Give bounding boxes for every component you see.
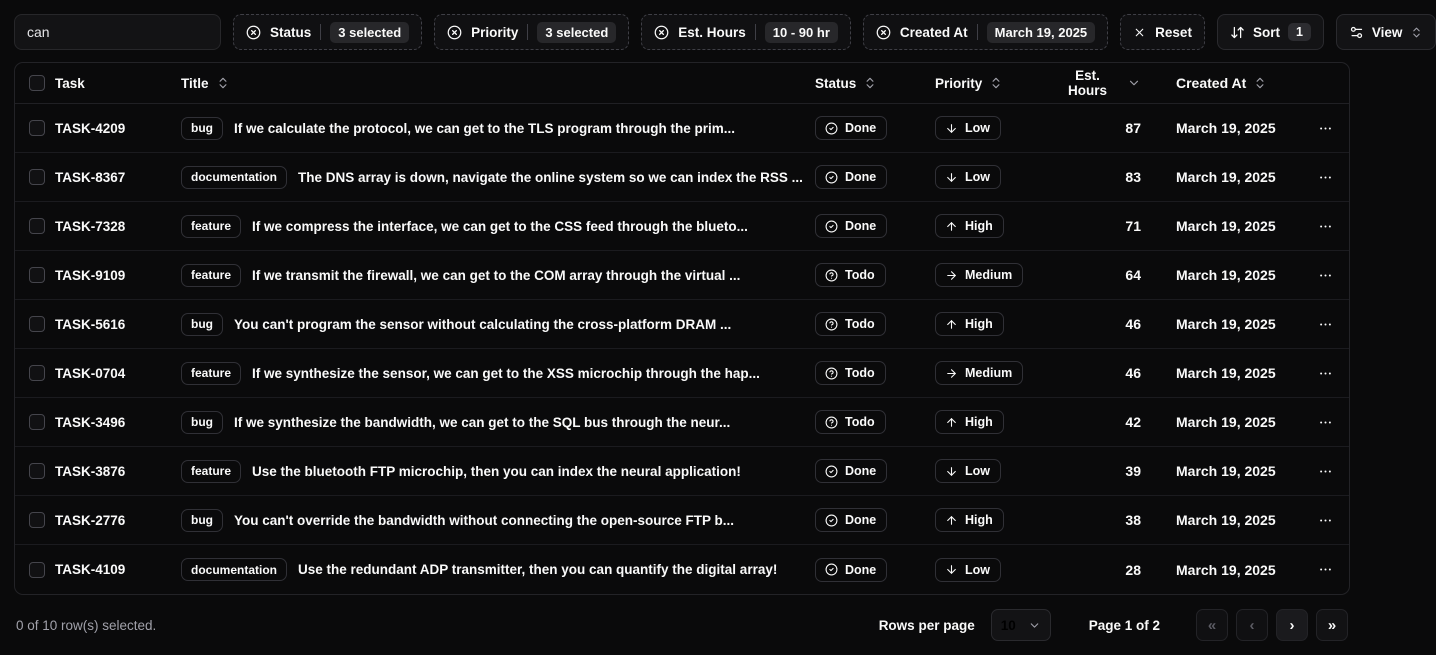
label-badge: feature xyxy=(181,215,241,238)
chip-divider xyxy=(755,24,756,40)
task-title: If we synthesize the bandwidth, we can get to the SQL bus through the neur... xyxy=(234,414,731,430)
est-hours: 42 xyxy=(1125,414,1141,430)
status-badge xyxy=(815,508,887,532)
circle-check-icon xyxy=(825,171,838,184)
filter-chip-est-hours[interactable] xyxy=(641,14,851,50)
row-checkbox[interactable] xyxy=(29,414,45,430)
sort-button[interactable] xyxy=(1217,14,1324,50)
next-page-button[interactable]: › xyxy=(1276,609,1308,641)
status-badge xyxy=(815,312,886,336)
task-id: TASK-4209 xyxy=(55,120,126,136)
label-badge: documentation xyxy=(181,166,287,189)
label-badge: documentation xyxy=(181,558,287,581)
first-page-button[interactable]: « xyxy=(1196,609,1228,641)
est-hours: 46 xyxy=(1125,316,1141,332)
column-header-created-at[interactable]: Created At xyxy=(1176,75,1267,91)
priority-badge xyxy=(935,361,1023,385)
view-button[interactable] xyxy=(1336,14,1436,50)
est-hours: 83 xyxy=(1125,169,1141,185)
column-header-status[interactable]: Status xyxy=(815,76,877,91)
task-title: If we synthesize the sensor, we can get to the XSS microchip through the hap... xyxy=(252,365,760,381)
est-hours: 46 xyxy=(1125,365,1141,381)
arrow-down-icon xyxy=(945,465,958,478)
status-text: Done xyxy=(845,513,877,527)
chevrons-up-down-icon xyxy=(1410,26,1423,39)
row-actions-button[interactable] xyxy=(1310,117,1341,140)
chip-divider xyxy=(977,24,978,40)
priority-badge xyxy=(935,459,1001,483)
circle-check-icon xyxy=(825,122,838,135)
chevrons-up-down-icon xyxy=(1253,76,1267,90)
row-checkbox[interactable] xyxy=(29,169,45,185)
arrow-right-icon xyxy=(945,269,958,282)
row-actions-button[interactable] xyxy=(1310,362,1341,385)
filter-chip-status[interactable] xyxy=(233,14,422,50)
table-row xyxy=(15,202,1349,251)
row-actions-button[interactable] xyxy=(1310,558,1341,581)
ellipsis-icon xyxy=(1318,317,1333,332)
created-at: March 19, 2025 xyxy=(1176,316,1276,332)
filter-chip-priority[interactable] xyxy=(434,14,629,50)
priority-badge xyxy=(935,508,1004,532)
row-checkbox[interactable] xyxy=(29,365,45,381)
row-actions-button[interactable] xyxy=(1310,166,1341,189)
filter-label: Created At xyxy=(899,24,968,40)
arrow-down-icon xyxy=(945,122,958,135)
est-hours: 71 xyxy=(1125,218,1141,234)
task-title: Use the bluetooth FTP microchip, then you can index the neural application! xyxy=(252,463,741,479)
pagination xyxy=(1196,609,1348,641)
row-checkbox[interactable] xyxy=(29,316,45,332)
row-actions-button[interactable] xyxy=(1310,411,1341,434)
status-badge xyxy=(815,361,886,385)
chevron-down-icon xyxy=(1028,619,1041,632)
created-at: March 19, 2025 xyxy=(1176,365,1276,381)
filter-value-badge: March 19, 2025 xyxy=(987,22,1096,43)
task-id: TASK-2776 xyxy=(55,512,126,528)
prev-page-button[interactable]: ‹ xyxy=(1236,609,1268,641)
chevron-down-icon xyxy=(1127,76,1141,90)
label-badge: bug xyxy=(181,313,223,336)
circle-x-icon[interactable] xyxy=(876,25,891,40)
arrow-down-icon xyxy=(945,563,958,576)
circle-check-icon xyxy=(825,514,838,527)
table-row xyxy=(15,300,1349,349)
table-row xyxy=(15,545,1349,594)
rows-per-page-label: Rows per page xyxy=(878,617,975,633)
created-at: March 19, 2025 xyxy=(1176,512,1276,528)
column-header-title[interactable]: Title xyxy=(181,76,230,91)
priority-badge xyxy=(935,410,1004,434)
filter-chip-created-at[interactable] xyxy=(863,14,1108,50)
row-actions-button[interactable] xyxy=(1310,215,1341,238)
row-actions-button[interactable] xyxy=(1310,264,1341,287)
status-badge xyxy=(815,410,886,434)
reset-label: Reset xyxy=(1155,24,1192,40)
status-text: Todo xyxy=(845,415,875,429)
circle-x-icon[interactable] xyxy=(447,25,462,40)
rows-per-page-select[interactable] xyxy=(991,609,1051,641)
status-badge xyxy=(815,558,887,582)
row-actions-button[interactable] xyxy=(1310,313,1341,336)
circle-help-icon xyxy=(825,318,838,331)
priority-text: Low xyxy=(965,464,990,478)
created-at: March 19, 2025 xyxy=(1176,120,1276,136)
ellipsis-icon xyxy=(1318,219,1333,234)
task-title: If we calculate the protocol, we can get to the TLS program through the prim... xyxy=(234,120,736,136)
status-badge xyxy=(815,214,887,238)
chevrons-up-down-icon xyxy=(863,76,877,90)
task-title: If we transmit the firewall, we can get to the COM array through the virtual ... xyxy=(252,267,741,283)
priority-text: Medium xyxy=(965,366,1013,380)
status-text: Done xyxy=(845,562,877,577)
priority-badge xyxy=(935,263,1023,287)
filter-value-badge: 3 selected xyxy=(330,22,409,43)
last-page-button[interactable]: » xyxy=(1316,609,1348,641)
filter-label: Status xyxy=(270,24,312,40)
status-text: Done xyxy=(845,464,877,478)
circle-check-icon xyxy=(825,220,838,233)
filter-toolbar xyxy=(0,0,1403,62)
circle-help-icon xyxy=(825,367,838,380)
filter-label: Priority xyxy=(471,24,519,40)
priority-text: High xyxy=(965,219,993,233)
priority-text: High xyxy=(965,415,993,429)
circle-x-icon[interactable] xyxy=(654,25,669,40)
ellipsis-icon xyxy=(1318,268,1333,283)
arrow-down-up-icon xyxy=(1230,25,1245,40)
label-badge: feature xyxy=(181,362,241,385)
circle-help-icon xyxy=(825,269,838,282)
status-text: Todo xyxy=(845,268,875,282)
status-text: Done xyxy=(845,121,877,135)
row-actions-button[interactable] xyxy=(1310,460,1341,483)
table-footer xyxy=(16,595,1348,655)
created-at: March 19, 2025 xyxy=(1176,267,1276,283)
label-badge: bug xyxy=(181,117,223,140)
ellipsis-icon xyxy=(1318,464,1333,479)
row-checkbox[interactable] xyxy=(29,463,45,479)
ellipsis-icon xyxy=(1318,121,1333,136)
filter-value-badge: 10 - 90 hr xyxy=(765,22,838,43)
task-title: Use the redundant ADP transmitter, then you can quantify the digital array! xyxy=(298,562,778,577)
est-hours: 28 xyxy=(1125,561,1141,578)
filter-label: Est. Hours xyxy=(678,24,746,40)
table-row xyxy=(15,104,1349,153)
arrow-up-icon xyxy=(945,220,958,233)
task-title: If we compress the interface, we can get to the CSS feed through the blueto... xyxy=(252,218,748,234)
label-badge: feature xyxy=(181,460,241,483)
reset-button[interactable] xyxy=(1120,14,1205,50)
status-badge xyxy=(815,459,887,483)
created-at: March 19, 2025 xyxy=(1176,218,1276,234)
priority-badge xyxy=(935,558,1001,582)
task-id: TASK-7328 xyxy=(55,218,126,234)
priority-badge xyxy=(935,214,1004,238)
priority-text: Low xyxy=(965,562,990,577)
rows-per-page-value: 10 xyxy=(1000,617,1016,633)
ellipsis-icon xyxy=(1318,415,1333,430)
table-row xyxy=(15,398,1349,447)
column-header-est-hours[interactable]: Est. Hours xyxy=(1055,68,1141,98)
est-hours: 87 xyxy=(1125,120,1141,136)
row-checkbox[interactable] xyxy=(29,267,45,283)
task-id: TASK-5616 xyxy=(55,316,126,332)
est-hours: 64 xyxy=(1125,267,1141,283)
ellipsis-icon xyxy=(1318,170,1333,185)
task-id: TASK-3876 xyxy=(55,463,126,479)
circle-check-icon xyxy=(825,465,838,478)
table-row xyxy=(15,349,1349,398)
task-id: TASK-0704 xyxy=(55,365,126,381)
x-icon xyxy=(1133,26,1146,39)
select-all-checkbox[interactable] xyxy=(29,75,45,91)
table-header-row xyxy=(15,63,1349,104)
ellipsis-icon xyxy=(1318,366,1333,381)
circle-x-icon[interactable] xyxy=(246,25,261,40)
sort-label: Sort xyxy=(1252,24,1280,40)
status-text: Done xyxy=(845,170,877,184)
chip-divider xyxy=(320,24,321,40)
status-text: Done xyxy=(845,219,877,233)
row-checkbox[interactable] xyxy=(29,562,45,578)
arrow-down-icon xyxy=(945,171,958,184)
priority-badge xyxy=(935,116,1001,140)
created-at: March 19, 2025 xyxy=(1176,414,1276,430)
task-title: You can't override the bandwidth without connecting the open-source FTP b... xyxy=(234,512,734,528)
status-text: Todo xyxy=(845,317,875,331)
arrow-right-icon xyxy=(945,367,958,380)
arrow-up-icon xyxy=(945,416,958,429)
circle-check-icon xyxy=(825,563,838,576)
task-id: TASK-8367 xyxy=(55,169,126,185)
row-actions-button[interactable] xyxy=(1310,509,1341,532)
row-checkbox[interactable] xyxy=(29,512,45,528)
task-id: TASK-9109 xyxy=(55,267,126,283)
filter-value-badge: 3 selected xyxy=(537,22,616,43)
priority-text: Medium xyxy=(965,268,1013,282)
task-id: TASK-4109 xyxy=(55,562,126,577)
arrow-up-icon xyxy=(945,514,958,527)
status-badge xyxy=(815,116,887,140)
row-checkbox[interactable] xyxy=(29,120,45,136)
label-badge: feature xyxy=(181,264,241,287)
tasks-table xyxy=(14,62,1350,595)
task-title: The DNS array is down, navigate the online system so we can index the RSS ... xyxy=(298,169,803,185)
page-info: Page 1 of 2 xyxy=(1088,617,1160,633)
table-row xyxy=(15,251,1349,300)
priority-badge xyxy=(935,165,1001,189)
created-at: March 19, 2025 xyxy=(1176,169,1276,185)
table-row xyxy=(15,153,1349,202)
task-id: TASK-3496 xyxy=(55,414,126,430)
table-row xyxy=(15,496,1349,545)
status-badge xyxy=(815,263,886,287)
priority-text: High xyxy=(965,317,993,331)
priority-text: Low xyxy=(965,170,990,184)
column-header-task: Task xyxy=(55,75,85,91)
circle-help-icon xyxy=(825,416,838,429)
sort-count-badge: 1 xyxy=(1288,23,1311,41)
created-at: March 19, 2025 xyxy=(1176,463,1276,479)
label-badge: bug xyxy=(181,509,223,532)
row-checkbox[interactable] xyxy=(29,218,45,234)
created-at: March 19, 2025 xyxy=(1176,561,1276,578)
table-body xyxy=(15,104,1349,594)
sliders-icon xyxy=(1349,25,1364,40)
priority-badge xyxy=(935,312,1004,336)
priority-text: Low xyxy=(965,121,990,135)
selection-status: 0 of 10 row(s) selected. xyxy=(16,617,157,633)
ellipsis-icon xyxy=(1318,513,1333,528)
table-row xyxy=(15,447,1349,496)
status-text: Todo xyxy=(845,366,875,380)
arrow-up-icon xyxy=(945,318,958,331)
priority-text: High xyxy=(965,513,993,527)
view-label: View xyxy=(1371,24,1403,40)
status-badge xyxy=(815,165,887,189)
ellipsis-icon xyxy=(1318,562,1333,577)
chip-divider xyxy=(527,24,528,40)
column-header-priority[interactable]: Priority xyxy=(935,76,1003,91)
est-hours: 39 xyxy=(1125,463,1141,479)
chevrons-up-down-icon xyxy=(989,76,1003,90)
label-badge: bug xyxy=(181,411,223,434)
task-title: You can't program the sensor without calculating the cross-platform DRAM ... xyxy=(234,316,732,332)
search-input[interactable] xyxy=(14,14,221,50)
est-hours: 38 xyxy=(1125,512,1141,528)
chevrons-up-down-icon xyxy=(216,76,230,90)
